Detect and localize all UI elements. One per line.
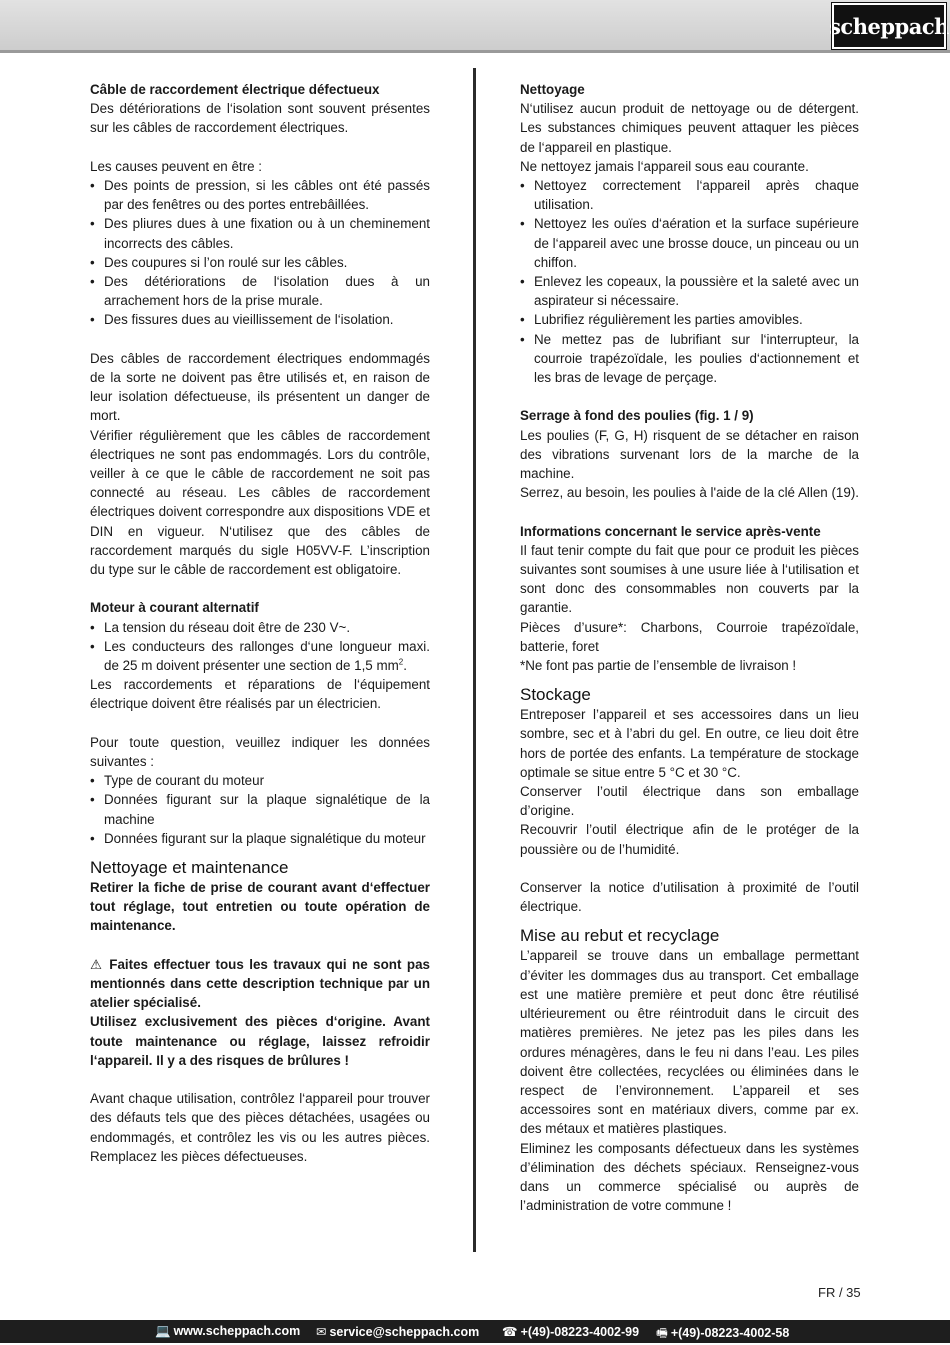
superscript: 2 xyxy=(398,657,404,667)
cable-intro: Des détériorations de l‘isolation sont souvent présentes sur les câbles de raccordement électriques. xyxy=(90,101,430,136)
disposal-text: L’appareil se trouve dans un emballage permettant d’éviter les dommages dus au transport. Cet emballage est une matière première et peut donc être réutilisé ultérieurement ou être réintroduit dans le circuit des matières premières. Ne jetez pas les piles dans les ordures ménagères, dans le feu ni dans l’eau. Les piles doivent être collectées, recyclées ou éliminées dans le respect de l’environnement. L’appareil et ses accessoires sont en matériaux divers, comme par ex. des métaux et matières plastiques. xyxy=(520,948,859,1137)
cable-heading: Câble de raccordement électrique défectueux xyxy=(90,82,380,97)
mail-link[interactable]: service@scheppach.com xyxy=(329,1325,480,1339)
footer-mail[interactable] xyxy=(316,1324,479,1339)
question-intro: Pour toute question, veuillez indiquer les données suivantes : xyxy=(90,734,430,770)
maintenance-heading: Nettoyage et maintenance xyxy=(90,858,289,878)
scheppach-logo: scheppach xyxy=(832,3,946,49)
list-item: • Données figurant sur la plaque signalétique de la machine xyxy=(90,790,430,828)
causes-list xyxy=(90,176,430,330)
storage-text-2: Conserver l’outil électrique dans son emballage d’origine. xyxy=(520,784,859,819)
cleaning-list xyxy=(520,176,859,387)
maintenance-warning: Retirer la fiche de prise de courant avant d‘effectuer tout réglage, tout entretien ou toute opération de maintenance. xyxy=(90,880,430,934)
warning-icon: ⚠ xyxy=(90,956,104,972)
footer-phone xyxy=(502,1324,639,1339)
cleaning-intro: N‘utilisez aucun produit de nettoyage ou de détergent. Les substances chimiques peuvent attaquer les pièces de l‘appareil en plastique. xyxy=(520,101,859,155)
motor-heading: Moteur à courant alternatif xyxy=(90,600,259,616)
list-item: • Type de courant du moteur xyxy=(90,771,430,790)
check-cables-text: Vérifier régulièrement que les câbles de raccordement électriques ne sont pas endommagés. Lors du contrôle, veiller à ce que le câble de raccordement ne soit pas connecté au réseau. Les câbles de raccordement électriques doivent correspondre aux dispositions VDE et DIN en vigueur. N‘utilisez que des câbles de raccordement marqués du sigle H05VV-F. L’inscription du type sur le câble de raccordement est obligatoire. xyxy=(90,427,430,578)
list-item: • Des coupures si l’on roulé sur les câbles. xyxy=(90,253,430,272)
list-item: • Des fissures dues au vieillissement de l‘isolation. xyxy=(90,310,430,329)
pulley-text: Les poulies (F, G, H) risquent de se détacher en raison des vibrations survenant lors de la marche de la machine. xyxy=(520,427,859,482)
storage-text-3: Recouvrir l’outil électrique afin de le protéger de la poussière ou de l’humidité. xyxy=(520,822,859,857)
fax-number: +(49)-08223-4002-58 xyxy=(670,1326,790,1340)
header-bar xyxy=(0,0,950,53)
phone-icon: ☎ xyxy=(502,1325,518,1339)
original-parts-text: Utilisez exclusivement des pièces d‘origine. Avant toute maintenance ou réglage, laissez refroidir l‘appareil. Il y a des risques de brûlures ! xyxy=(90,1014,430,1068)
list-item: • Lubrifiez régulièrement les parties amovibles. xyxy=(520,310,859,329)
workshop-warning xyxy=(90,955,430,1013)
storage-text: Entreposer l’appareil et ses accessoires dans un lieu sombre, sec et à l’abri du gel. En outre, ce lieu doit être hors de portée des enfants. La température de stockage optimale se situe entre 5 °C et 30 °C. xyxy=(520,707,859,780)
cleaning-heading: Nettoyage xyxy=(520,82,585,97)
list-item: • Nettoyez les ouïes d‘aération et la surface supérieure de l‘appareil avec une brosse douce, un pinceau ou un chiffon. xyxy=(520,214,859,272)
list-item xyxy=(90,637,430,675)
motor-note: Les raccordements et réparations de l‘équipement électrique doivent être réalisés par un électricien. xyxy=(90,677,430,712)
service-parts: Pièces d’usure*: Charbons, Courroie trapézoïdale, batterie, foret xyxy=(520,619,859,654)
service-heading: Informations concernant le service après-vente xyxy=(520,523,821,539)
list-item: • Nettoyez correctement l‘appareil après chaque utilisation. xyxy=(520,176,859,214)
period: . xyxy=(403,658,407,674)
motor-list xyxy=(90,618,430,676)
section-text: Les conducteurs des rallonges d‘une longueur maxi. de 25 m doivent présenter une section de 1,5 mm xyxy=(104,638,430,674)
list-item: • Des pliures dues à une fixation ou à un cheminement incorrects des câbles. xyxy=(90,214,430,252)
disposal-heading: Mise au rebut et recyclage xyxy=(520,926,720,946)
cleaning-water: Ne nettoyez jamais l‘appareil sous eau courante. xyxy=(520,158,809,174)
pulley-text-2: Serrez, au besoin, les poulies à l'aide de la clé Allen (19). xyxy=(520,485,860,501)
web-link[interactable]: www.scheppach.com xyxy=(173,1324,301,1338)
pulley-heading: Serrage à fond des poulies (fig. 1 / 9) xyxy=(520,408,754,424)
causes-intro: Les causes peuvent en être : xyxy=(90,158,262,174)
list-item: • Ne mettez pas de lubrifiant sur l‘interrupteur, la courroie trapézoïdale, les poulies d‘actionnement et les bras de levage de perçage. xyxy=(520,330,859,388)
storage-text-4: Conserver la notice d’utilisation à proximité de l’outil électrique. xyxy=(520,880,859,915)
page-number: FR / 35 xyxy=(818,1285,861,1300)
list-item: • Des points de pression, si les câbles ont été passés par des fenêtres ou des portes entrebâillées. xyxy=(90,176,430,214)
service-note: *Ne font pas partie de l’ensemble de livraison ! xyxy=(520,658,797,674)
before-use-text: Avant chaque utilisation, contrôlez l‘appareil pour trouver des défauts tels que des pièces détachées, usagées ou endommagés, et contrôlez les vis ou les autres pièces. Remplacez les pièces défectueuses. xyxy=(90,1091,430,1164)
list-item: • Des détériorations de l‘isolation dues à un arrachement hors de la prise murale. xyxy=(90,272,430,310)
footer-web[interactable] xyxy=(155,1324,300,1339)
left-column xyxy=(90,80,430,1166)
list-item: • La tension du réseau doit être de 230 V~. xyxy=(90,618,430,637)
computer-icon: 💻 xyxy=(155,1324,171,1338)
right-column xyxy=(520,80,859,1215)
workshop-text: Faites effectuer tous les travaux qui ne sont pas mentionnés dans cette description technique par un atelier spécialisé. xyxy=(90,956,430,1011)
footer-bar xyxy=(0,1320,950,1343)
damaged-cables-text: Des câbles de raccordement électriques endommagés de la sorte ne doivent pas être utilisés et, en raison de leur isolation défectueuse, ils présentent un danger de mort. xyxy=(90,350,430,424)
phone-number: +(49)-08223-4002-99 xyxy=(520,1325,640,1339)
service-text: Il faut tenir compte du fait que pour ce produit les pièces suivantes sont soumises à une usure liée à l‘utilisation et sont donc des consommables non couverts par la garantie. xyxy=(520,542,859,616)
list-item: • Données figurant sur la plaque signalétique du moteur xyxy=(90,829,430,848)
fax-icon: 🖷 xyxy=(656,1326,668,1340)
list-item: • Enlevez les copeaux, la poussière et la saleté avec un aspirateur si nécessaire. xyxy=(520,272,859,310)
storage-heading: Stockage xyxy=(520,685,591,705)
disposal-text-2: Eliminez les composants défectueux dans les systèmes d’élimination des déchets spéciaux. Renseignez-vous dans un commerce spécialisé ou auprès de l’administration de votre commune ! xyxy=(520,1140,859,1214)
column-divider xyxy=(473,68,476,1252)
mail-icon: ✉ xyxy=(316,1325,327,1339)
question-list xyxy=(90,771,430,848)
footer-fax xyxy=(656,1324,789,1345)
